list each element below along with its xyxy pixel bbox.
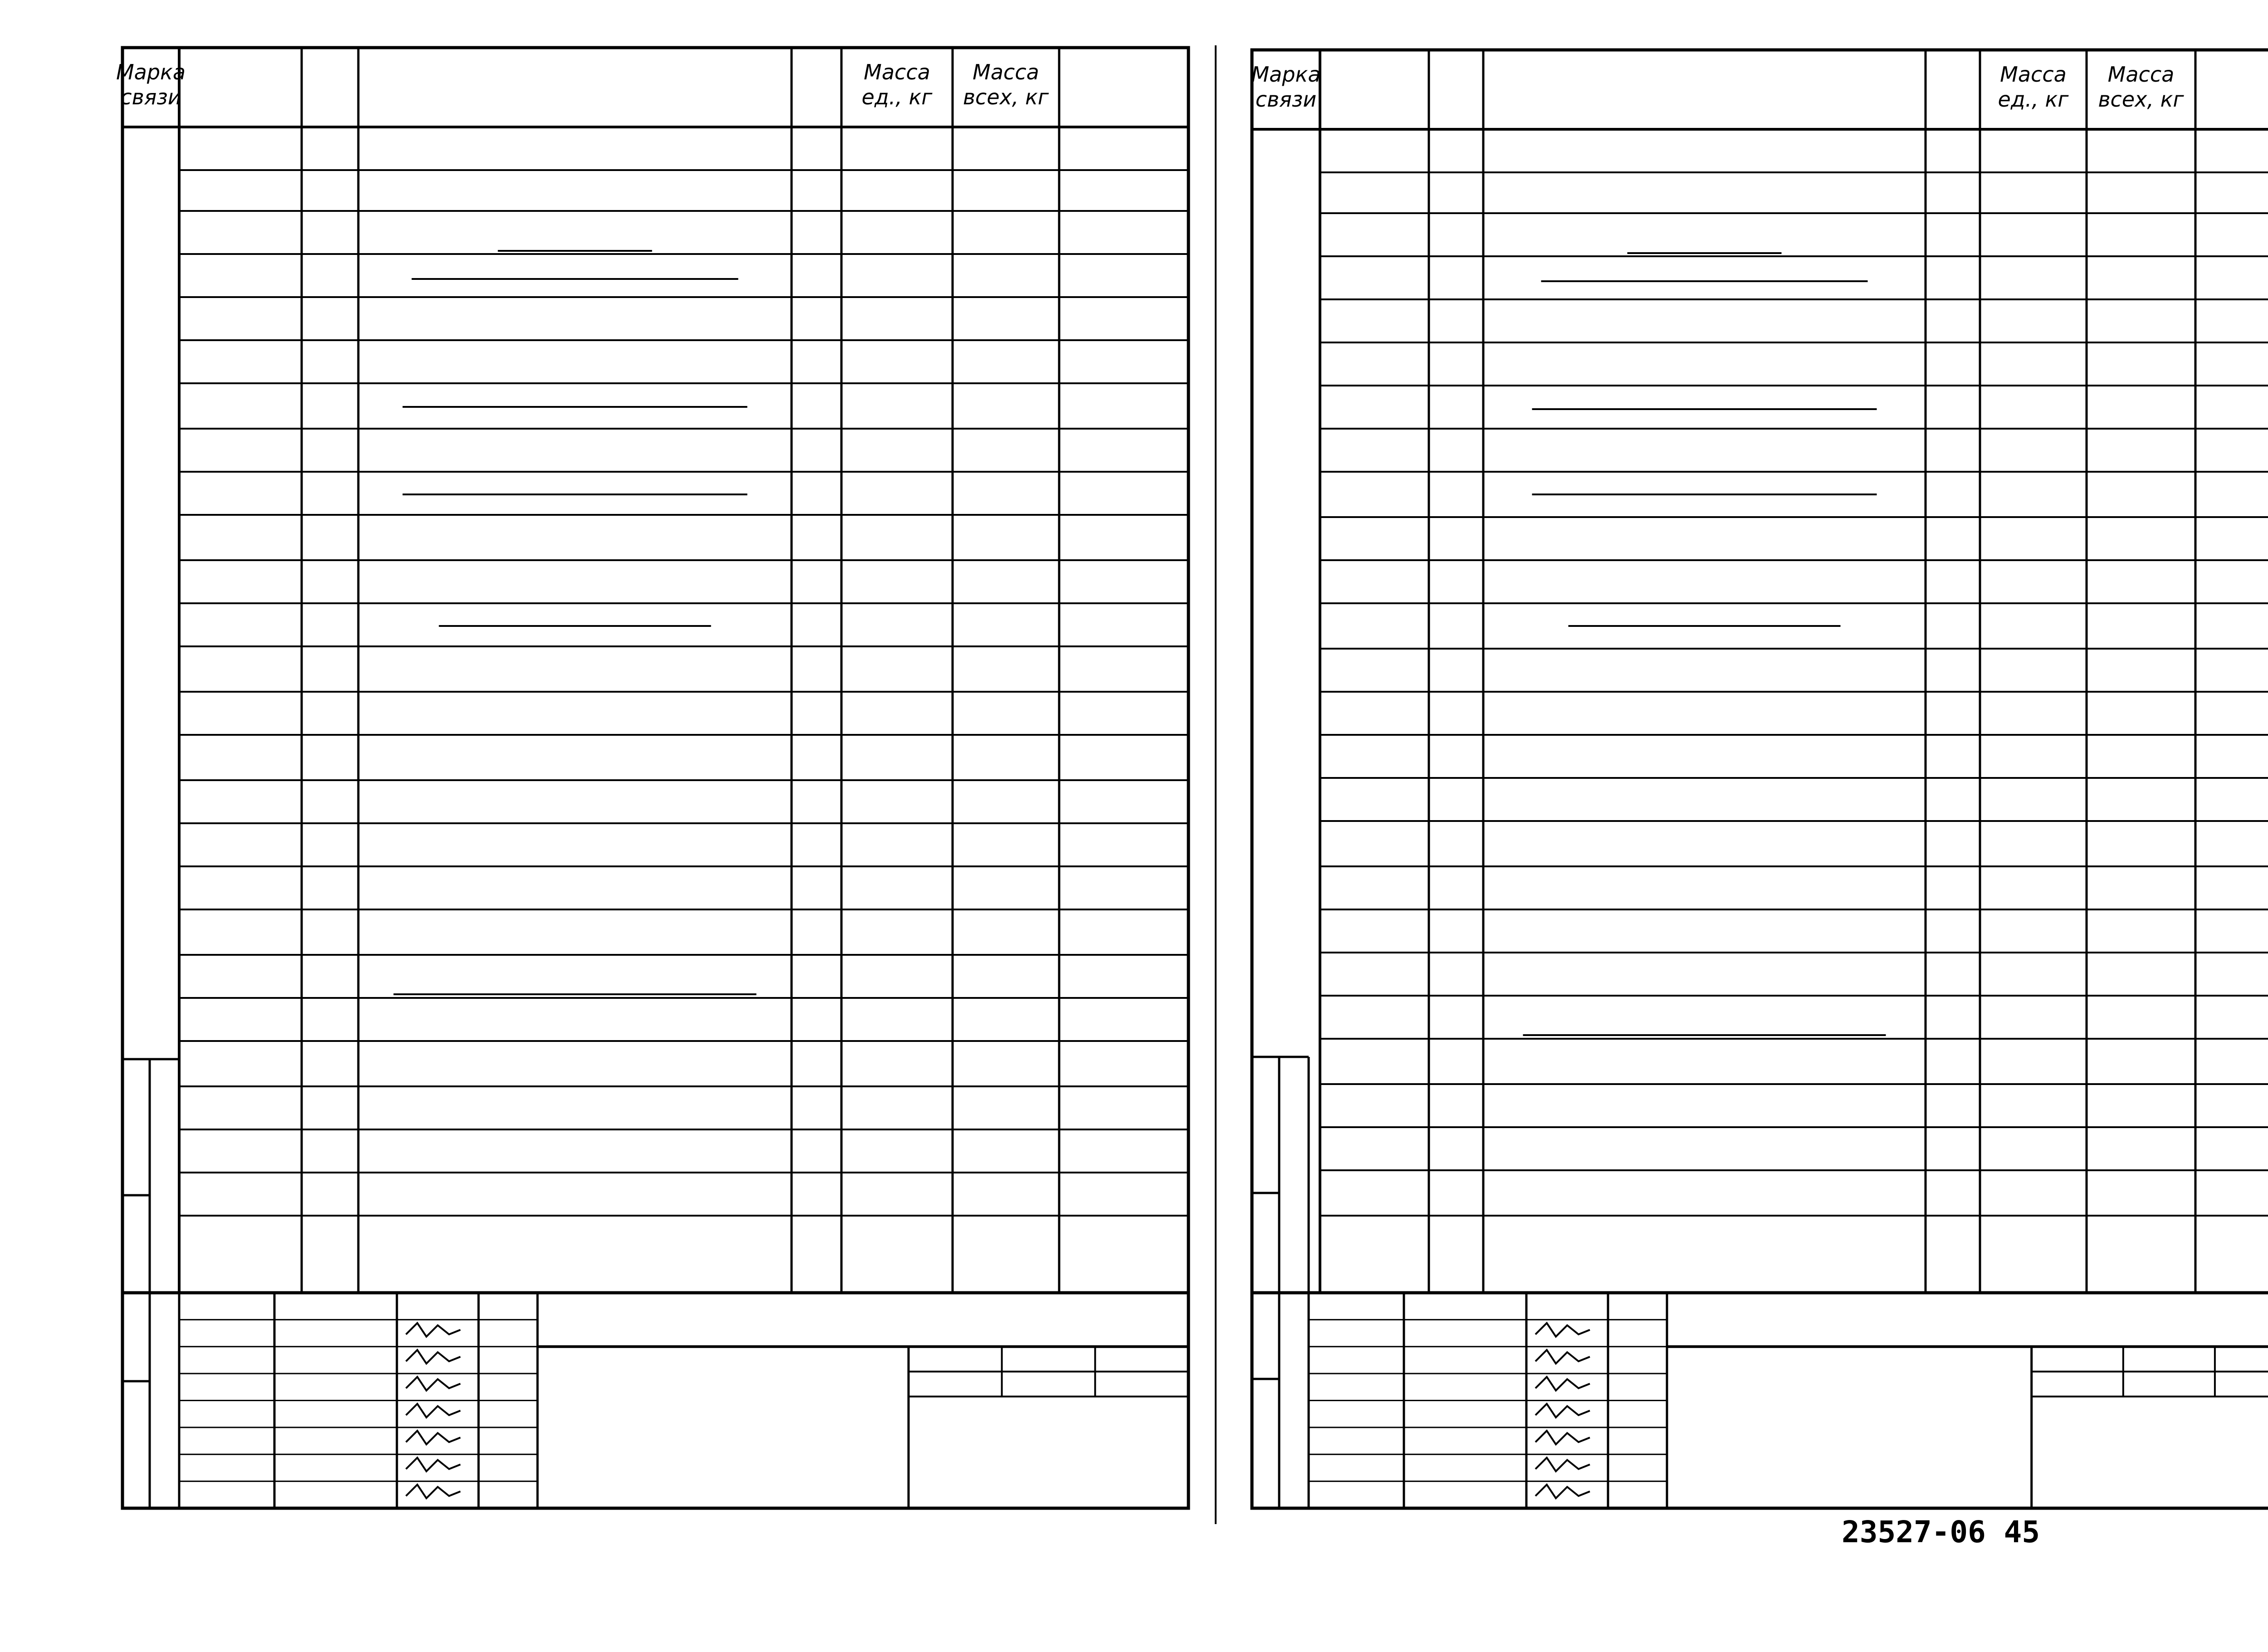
archive-stamp: 23527-06 45 [1842,1515,2040,1549]
header-total-mass-a: Масса [973,60,1039,84]
spec-sheet-vs21 [1251,50,2268,1508]
spec-sheet-vs20 [116,48,1188,1508]
sheet-frame [122,48,1188,1508]
signature [406,1458,460,1471]
signature [1535,1404,1590,1417]
header-mark-b: связи [1255,87,1317,112]
signature [1535,1431,1590,1444]
signature [406,1350,460,1364]
header-mark-a: Марка [1251,62,1321,87]
signature [406,1485,460,1498]
signature [1535,1350,1590,1364]
header-unit-mass-a: Масса [864,60,930,84]
header-unit-mass-b: ед., кг [1998,87,2069,112]
signature [406,1431,460,1444]
header-unit-mass-b: ед., кг [861,85,933,109]
header-total-mass-b: всех, кг [963,85,1049,109]
header-mark-a: Марка [116,60,186,84]
header-unit-mass-a: Масса [2000,62,2067,87]
signature [1535,1323,1590,1337]
signature [1535,1377,1590,1391]
signature [1535,1485,1590,1498]
signature [1535,1458,1590,1471]
signature [406,1323,460,1337]
signature [406,1404,460,1417]
signature [406,1377,460,1391]
sheet-frame [1252,50,2268,1508]
header-total-mass-b: всех, кг [2098,87,2184,112]
header-mark-b: связи [120,85,181,109]
header-total-mass-a: Масса [2107,62,2175,87]
